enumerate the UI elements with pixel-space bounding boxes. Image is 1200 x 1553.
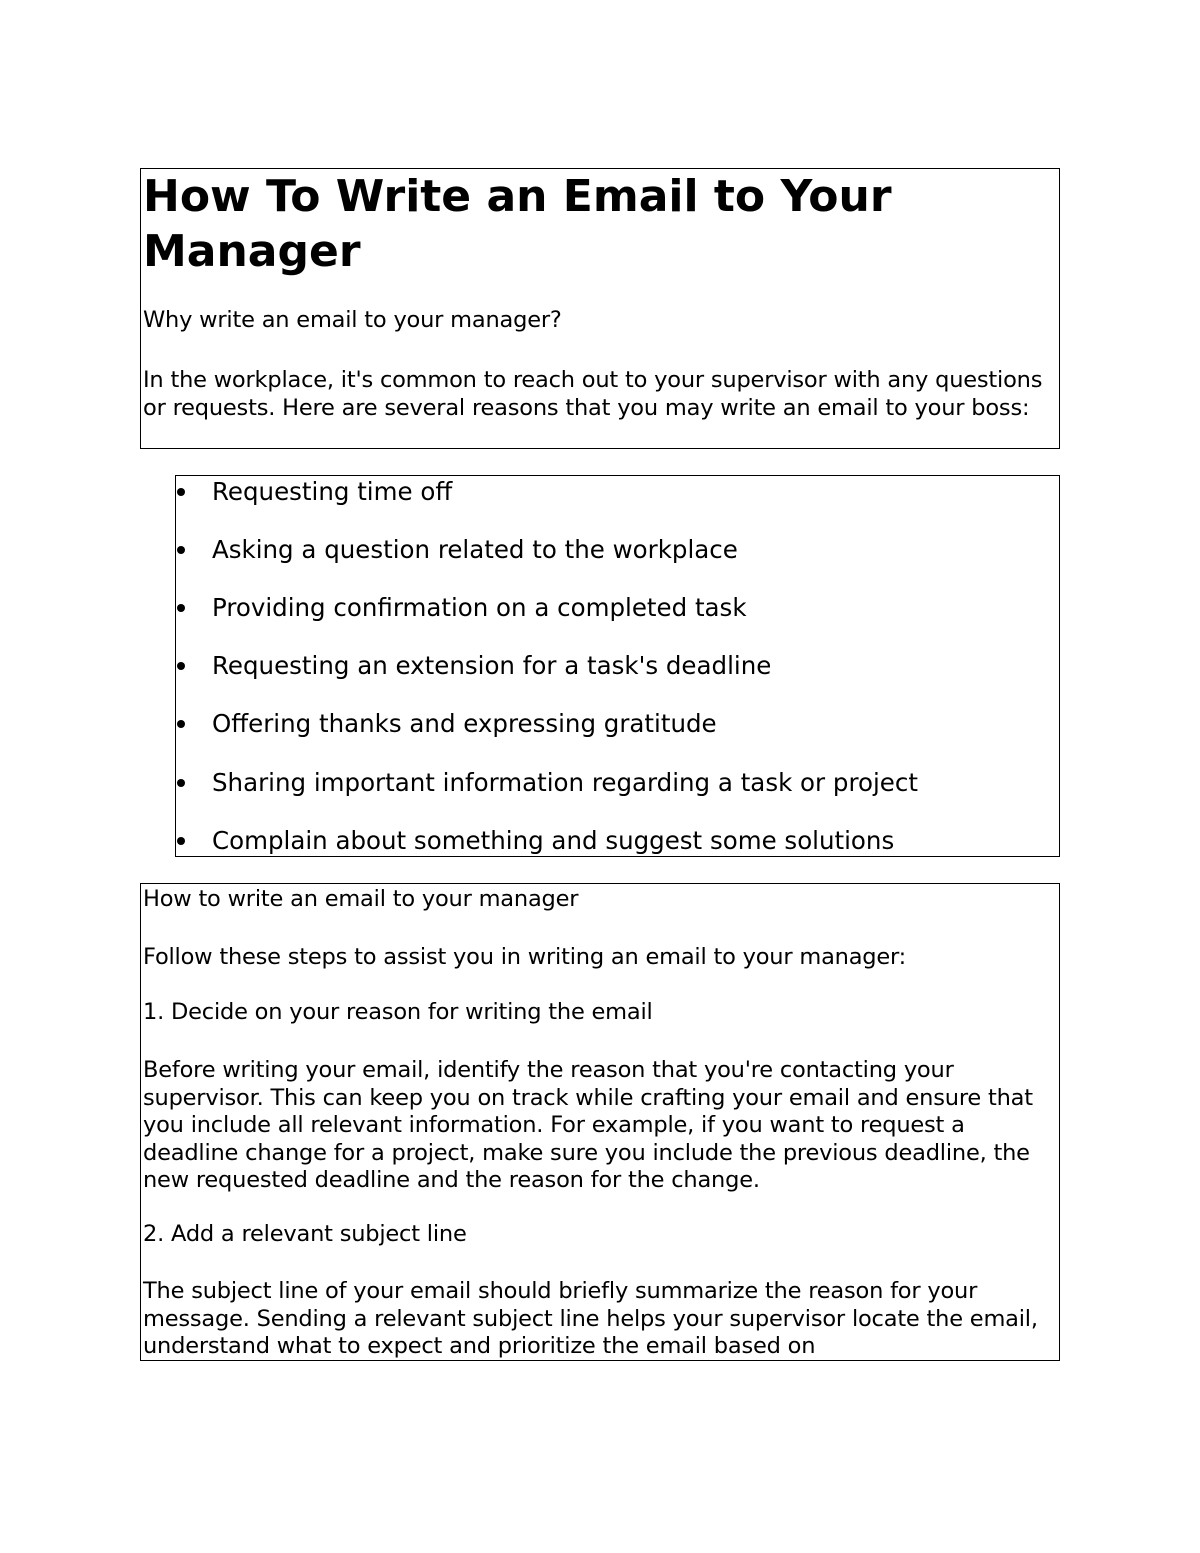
- list-item-text: Requesting time off: [212, 477, 453, 506]
- step1-heading: 1. Decide on your reason for writing the email: [143, 999, 653, 1025]
- step2-body: The subject line of your email should briefly summarize the reason for your message. Sending a relevant subject line helps your supervisor locate the email, understand what to expect and prioritize the email based on: [143, 1278, 1038, 1359]
- bullet-icon: [177, 779, 185, 787]
- intro-paragraph: In the workplace, it's common to reach out to your supervisor with any questions or requests. Here are several reasons that you may write an email to your boss:: [143, 367, 1043, 421]
- reasons-box: [175, 475, 1060, 857]
- intro-box: [140, 168, 1060, 449]
- list-item-text: Complain about something and suggest some solutions: [212, 826, 895, 855]
- bullet-icon: [177, 546, 185, 554]
- steps-lead: Follow these steps to assist you in writing an email to your manager:: [143, 944, 907, 970]
- list-item-text: Requesting an extension for a task's deadline: [212, 651, 772, 680]
- step1-body: Before writing your email, identify the reason that you're contacting your supervisor. This can keep you on track while crafting your email and ensure that you include all relevant information. For example, if you want to request a deadline change for a project, make sure you include the previous deadline, the new requested deadline and the reason for the change.: [143, 1057, 1033, 1193]
- steps-heading: How to write an email to your manager: [143, 886, 579, 912]
- list-item-text: Providing confirmation on a completed task: [212, 593, 747, 622]
- steps-box: [140, 883, 1060, 1361]
- bullet-icon: [177, 720, 185, 728]
- step2-heading: 2. Add a relevant subject line: [143, 1221, 467, 1247]
- page-title: How To Write an Email to Your Manager: [143, 171, 892, 277]
- bullet-icon: [177, 488, 185, 496]
- list-item-text: Asking a question related to the workplace: [212, 535, 738, 564]
- list-item-text: Offering thanks and expressing gratitude: [212, 709, 717, 738]
- bullet-icon: [177, 837, 185, 845]
- bullet-icon: [177, 662, 185, 670]
- intro-question: Why write an email to your manager?: [143, 307, 562, 333]
- bullet-icon: [177, 604, 185, 612]
- list-item-text: Sharing important information regarding a task or project: [212, 768, 918, 797]
